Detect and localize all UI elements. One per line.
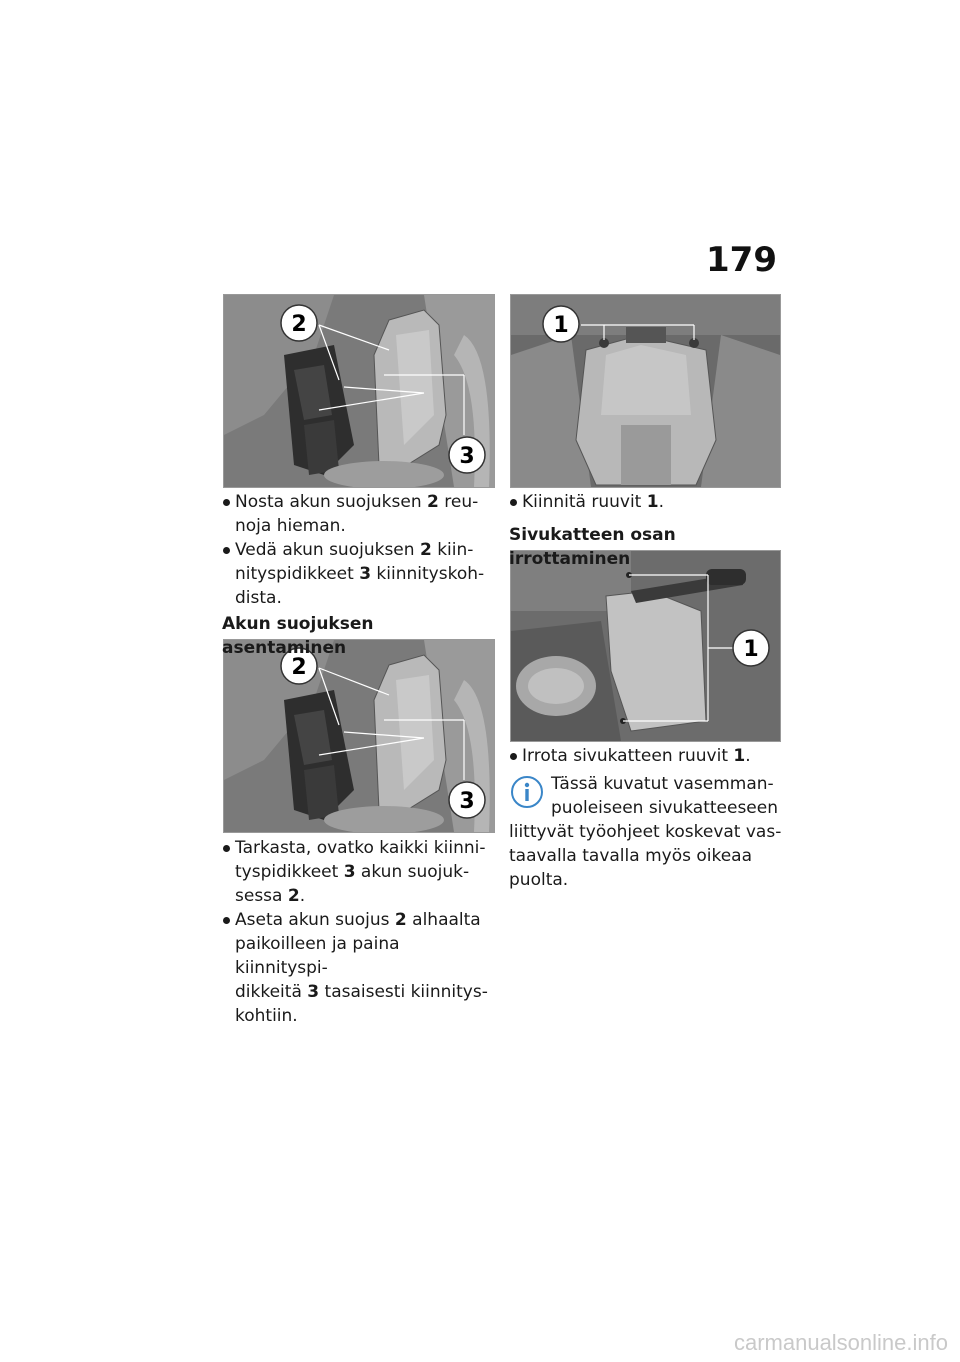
left-steps-removal	[222, 490, 497, 610]
step-remove-screws: Irrota sivukatteen ruuvit 1.	[509, 744, 784, 768]
section-heading: Akun suojuksen asentaminen	[222, 614, 374, 658]
step-pull-clips: Vedä akun suojuksen 2 kiin- nityspidikkeet 3 kiinnityskoh- dista.	[222, 538, 497, 610]
photo-front-panel-screws-drawing	[511, 295, 780, 487]
photo-side-panel-screws	[510, 550, 781, 742]
photo-battery-cover-removal	[223, 294, 495, 488]
step-fasten-screws: Kiinnitä ruuvit 1.	[509, 490, 784, 514]
info-icon	[509, 774, 545, 810]
step-lift-cover: Nosta akun suojuksen 2 reu- noja hieman.	[222, 490, 497, 538]
callout-1: 1	[553, 313, 569, 338]
left-steps-install	[222, 836, 497, 1028]
photo-battery-cover-removal-drawing	[224, 295, 494, 487]
right-step-remove	[509, 744, 784, 768]
callout-3: 3	[459, 444, 475, 469]
callout-2: 2	[291, 655, 307, 680]
callout-2: 2	[291, 312, 307, 337]
photo-battery-cover-install-drawing	[224, 640, 494, 832]
note-text: Tässä kuvatut vasemman- puoleiseen sivukatteeseen liittyvät työohjeet koskevat vas- taavalla tavalla myös oikeaa puolta.	[509, 774, 782, 890]
info-note	[509, 772, 789, 892]
callout-1: 1	[743, 637, 759, 662]
step-check-clips: Tarkasta, ovatko kaikki kiinni- tyspidikkeet 3 akun suojuk- sessa 2.	[222, 836, 497, 908]
right-step-fasten	[509, 490, 784, 514]
left-heading-install	[222, 612, 497, 660]
watermark: carmanualsonline.info	[733, 1330, 948, 1355]
photo-battery-cover-install	[223, 639, 495, 833]
right-heading-side-panel	[509, 523, 789, 571]
photo-side-panel-screws-drawing	[511, 551, 780, 741]
page-number: 179	[706, 240, 777, 280]
section-heading: Sivukatteen osan irrottaminen	[509, 525, 676, 569]
photo-front-panel-screws	[510, 294, 781, 488]
callout-3: 3	[459, 789, 475, 814]
step-place-cover: Aseta akun suojus 2 alhaalta paikoilleen ja paina kiinnityspi- dikkeitä 3 tasaisesti kiinnitys- kohtiin.	[222, 908, 497, 1028]
